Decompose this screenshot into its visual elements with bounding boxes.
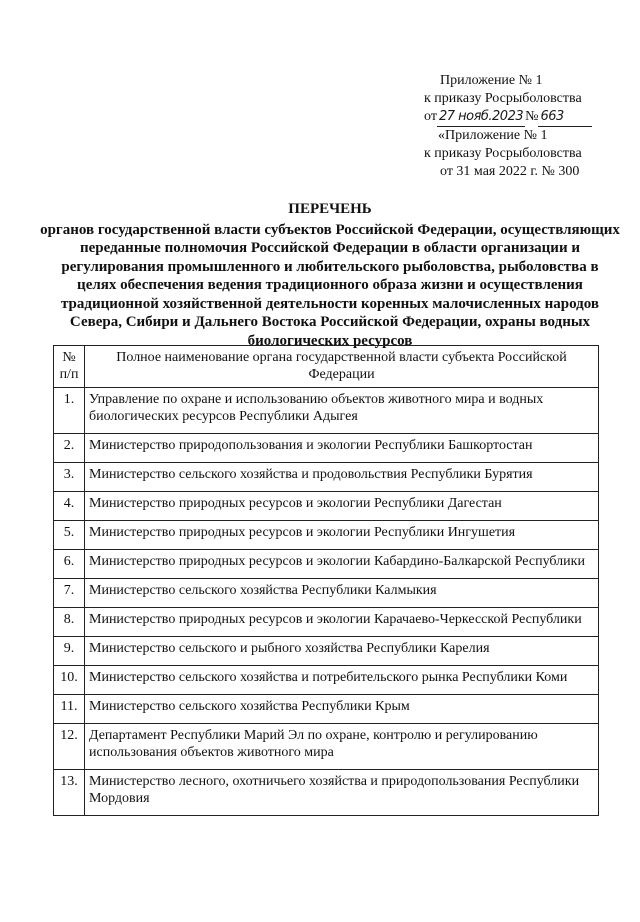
row-authority-name: Министерство сельского и рыбного хозяйства Республики Карелия [85,637,599,666]
row-number: 2. [54,434,85,463]
row-number: 8. [54,608,85,637]
row-authority-name: Министерство природных ресурсов и экологии Карачаево-Черкесской Республики [85,608,599,637]
handwritten-date: 27 нояб.2023 [437,108,525,127]
table-row [54,724,599,770]
row-authority-name: Министерство природных ресурсов и экологии Кабардино-Балкарской Республики [85,550,599,579]
authorities-table [53,345,599,816]
table-row [54,579,599,608]
table-row [54,521,599,550]
table-row [54,770,599,816]
row-authority-name: Министерство сельского хозяйства Республики Калмыкия [85,579,599,608]
table-row [54,388,599,434]
row-authority-name: Министерство сельского хозяйства Республики Крым [85,695,599,724]
table-row [54,695,599,724]
header-line-6: от 31 мая 2022 г. № 300 [440,164,580,179]
row-authority-name: Министерство сельского хозяйства и продовольствия Республики Бурятия [85,463,599,492]
table-row [54,463,599,492]
row-number: 4. [54,492,85,521]
header-date-prefix: от [424,109,437,124]
title-main: ПЕРЕЧЕНЬ [288,201,372,217]
header-line-4: «Приложение № 1 [438,128,548,143]
table-row [54,637,599,666]
header-line-5: к приказу Росрыболовства [424,146,582,161]
header-num: № п/п [54,346,85,388]
row-authority-name: Министерство природопользования и экологии Республики Башкортостан [85,434,599,463]
row-number: 1. [54,388,85,434]
header-line-2: к приказу Росрыболовства [424,91,582,106]
header-name: Полное наименование органа государственной власти субъекта Российской Федерации [85,346,599,388]
handwritten-number: 663 [538,108,592,127]
row-number: 10. [54,666,85,695]
row-authority-name: Управление по охране и использованию объектов животного мира и водных биологических ресурсов Республики Адыгея [85,388,599,434]
header-line-3 [400,108,620,127]
table-row [54,608,599,637]
row-number: 7. [54,579,85,608]
table-row [54,666,599,695]
row-authority-name: Департамент Республики Марий Эл по охране, контролю и регулированию использования объектов животного мира [85,724,599,770]
row-number: 11. [54,695,85,724]
title-subtitle: органов государственной власти субъектов Российской Федерации, осуществляющих переданные полномочия Российской Федерации в области организации и регулирования промышленного и любительского рыболовства, рыболовства в целях обеспечения ведения традиционного образа жизни и осуществления традиционной хозяйственной деятельности коренных малочисленных народов Севера, Сибири и Дальнего Востока Российской Федерации, охраны водных биологических ресурсов [40,221,620,349]
row-number: 3. [54,463,85,492]
table-row [54,492,599,521]
row-authority-name: Министерство природных ресурсов и экологии Республики Дагестан [85,492,599,521]
document-title [40,200,620,350]
row-number: 5. [54,521,85,550]
row-authority-name: Министерство природных ресурсов и экологии Республики Ингушетия [85,521,599,550]
table-row [54,434,599,463]
row-number: 9. [54,637,85,666]
row-authority-name: Министерство сельского хозяйства и потребительского рынка Республики Коми [85,666,599,695]
header-number-sign: № [525,109,539,124]
row-authority-name: Министерство лесного, охотничьего хозяйства и природопользования Республики Мордовия [85,770,599,816]
row-number: 6. [54,550,85,579]
table-header-row [54,346,599,388]
header-line-1: Приложение № 1 [440,73,543,88]
approval-header [400,72,620,181]
table-row [54,550,599,579]
row-number: 13. [54,770,85,816]
row-number: 12. [54,724,85,770]
